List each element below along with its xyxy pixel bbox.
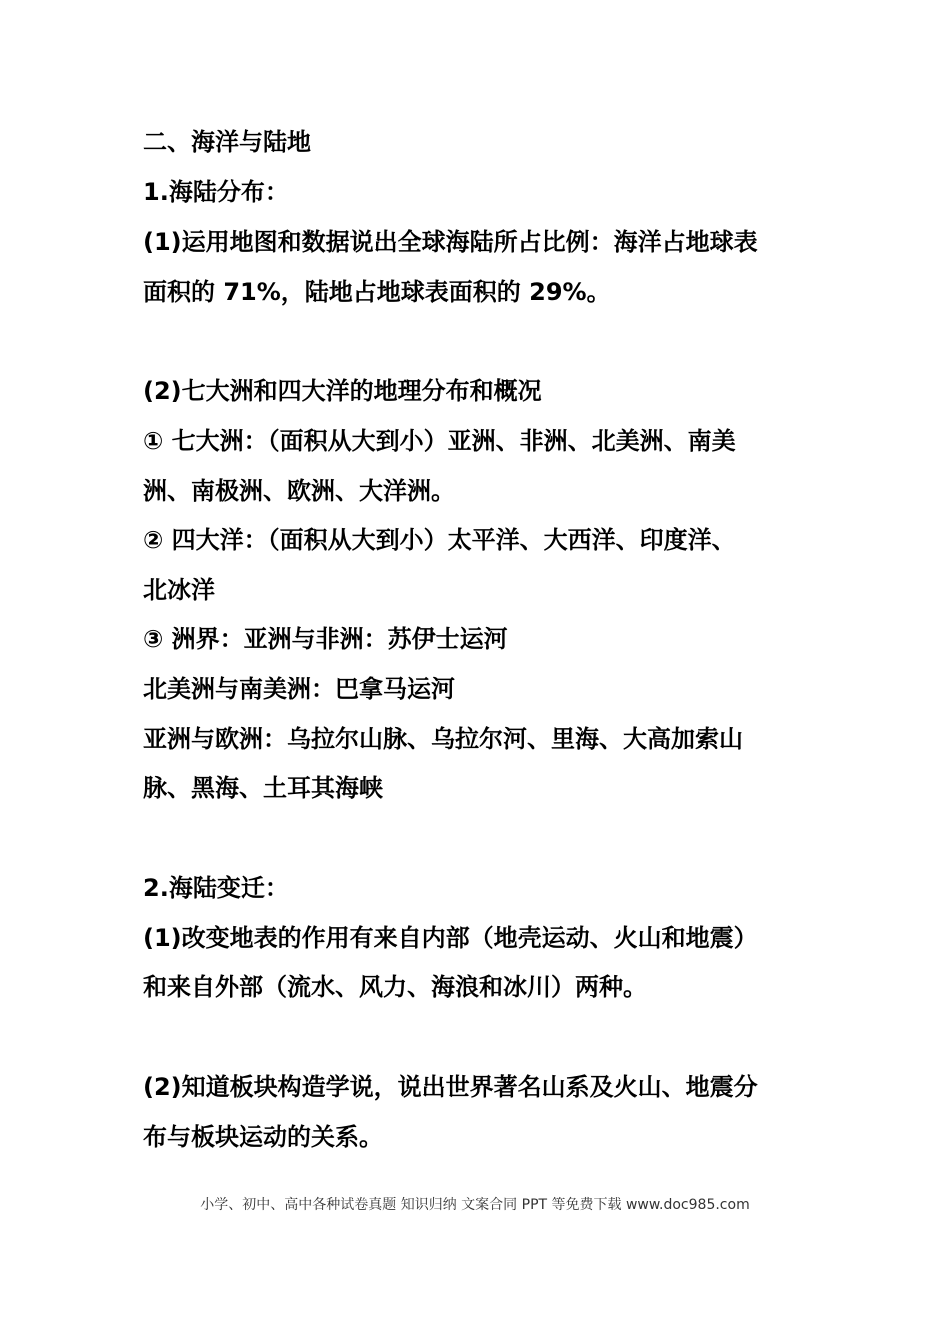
footer-text: 小学、初中、高中各种试卷真题 知识归纳 文案合同 PPT 等免费下载 www.doc985.com bbox=[200, 1197, 750, 1213]
part2-item1-line2: 和来自外部（流水、风力、海浪和冰川）两种。 bbox=[143, 973, 647, 1001]
part1-item2-heading: (2)七大洲和四大洋的地理分布和概况 bbox=[143, 377, 542, 405]
part1-item1-line2: 面积的 71%，陆地占地球表面积的 29%。 bbox=[143, 278, 611, 306]
boundary-line2: 北美洲与南美洲：巴拿马运河 bbox=[143, 675, 455, 703]
part1-item1-line1: (1)运用地图和数据说出全球海陆所占比例：海洋占地球表 bbox=[143, 228, 758, 256]
part2-item2-line2: 布与板块运动的关系。 bbox=[143, 1123, 383, 1151]
boundary-line3: 亚洲与欧洲：乌拉尔山脉、乌拉尔河、里海、大高加索山 bbox=[143, 725, 743, 753]
part2-item2-line1: (2)知道板块构造学说，说出世界著名山系及火山、地震分 bbox=[143, 1073, 758, 1101]
continents-line2: 洲、南极洲、欧洲、大洋洲。 bbox=[143, 477, 455, 505]
oceans-line2: 北冰洋 bbox=[143, 576, 215, 604]
boundary-line4: 脉、黑海、土耳其海峡 bbox=[143, 774, 383, 802]
boundary-line1: ③ 洲界：亚洲与非洲：苏伊士运河 bbox=[143, 625, 508, 653]
part1-heading: 1.海陆分布： bbox=[143, 178, 289, 206]
part2-item1-line1: (1)改变地表的作用有来自内部（地壳运动、火山和地震） bbox=[143, 924, 758, 952]
part2-heading: 2.海陆变迁： bbox=[143, 874, 289, 902]
section-title: 二、海洋与陆地 bbox=[143, 128, 311, 156]
oceans-line1: ② 四大洋：（面积从大到小）太平洋、大西洋、印度洋、 bbox=[143, 526, 736, 554]
continents-line1: ① 七大洲：（面积从大到小）亚洲、非洲、北美洲、南美 bbox=[143, 427, 736, 455]
